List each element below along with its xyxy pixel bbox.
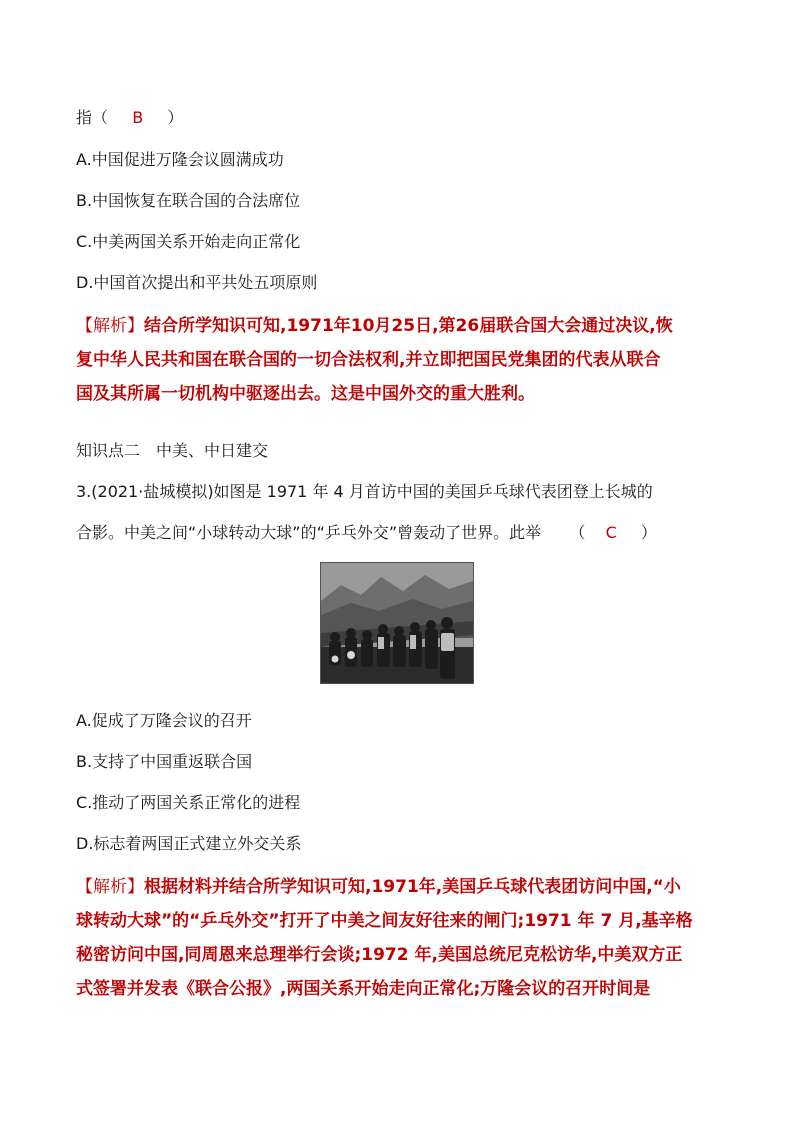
q3-option-b: B.支持了中国重返联合国: [76, 752, 253, 771]
q3-close: ）: [640, 523, 657, 542]
q2-option-a: A.中国促进万隆会议圆满成功: [76, 150, 284, 169]
q2-analysis-tag: 【解析】: [76, 316, 144, 336]
q2-option-c: C.中美两国关系开始走向正常化: [76, 232, 301, 251]
q3-option-d: D.标志着两国正式建立外交关系: [76, 834, 302, 853]
q3-analysis-line-1: 根据材料并结合所学知识可知,1971年,美国乒乓球代表团访问中国,“小: [144, 877, 681, 897]
q3-option-c: C.推动了两国关系正常化的进程: [76, 793, 301, 812]
q3-analysis: [76, 870, 722, 1006]
q3-stem-line-2: [76, 523, 657, 543]
q2-stem: [76, 108, 183, 128]
q2-option-d: D.中国首次提出和平共处五项原则: [76, 273, 318, 292]
q3-analysis-line-4: 式签署并发表《联合公报》,两国关系开始走向正常化;万隆会议的召开时间是: [76, 979, 651, 999]
q2-option-b: B.中国恢复在联合国的合法席位: [76, 191, 301, 210]
q3-answer: C: [605, 523, 617, 542]
q3-option-a: A.促成了万隆会议的召开: [76, 711, 252, 730]
q3-analysis-line-2: 球转动大球”的“乒乓外交”打开了中美之间友好往来的闸门;1971 年 7 月,基辛格: [76, 911, 693, 931]
q3-analysis-tag: 【解析】: [76, 877, 144, 897]
q2-analysis-line-1: 结合所学知识可知,1971年10月25日,第26届联合国大会通过决议,恢: [144, 316, 673, 336]
section-heading: 知识点二 中美、中日建交: [76, 441, 269, 460]
q2-answer: B: [132, 108, 144, 127]
q3-analysis-line-3: 秘密访问中国,同周恩来总理举行会谈;1972 年,美国总统尼克松访华,中美双方正: [76, 945, 683, 965]
q2-analysis-line-2: 复中华人民共和国在联合国的一切合法权利,并立即把国民党集团的代表从联合: [76, 350, 661, 370]
photo-illustration: [321, 563, 473, 683]
q3-stem-text: 合影。中美之间“小球转动大球”的“乒乓外交”曾轰动了世界。此举: [76, 523, 542, 542]
q3-open: （: [569, 523, 586, 542]
great-wall-group-photo: [320, 562, 474, 684]
q3-stem-line-1: 3.(2021·盐城模拟)如图是 1971 年 4 月首访中国的美国乒乓球代表团登上长城的: [76, 482, 653, 501]
q2-analysis: [76, 309, 722, 411]
q2-analysis-line-3: 国及其所属一切机构中驱逐出去。这是中国外交的重大胜利。: [76, 384, 535, 404]
q2-close: ）: [167, 108, 184, 127]
q2-stem-text: 指（: [76, 108, 109, 127]
